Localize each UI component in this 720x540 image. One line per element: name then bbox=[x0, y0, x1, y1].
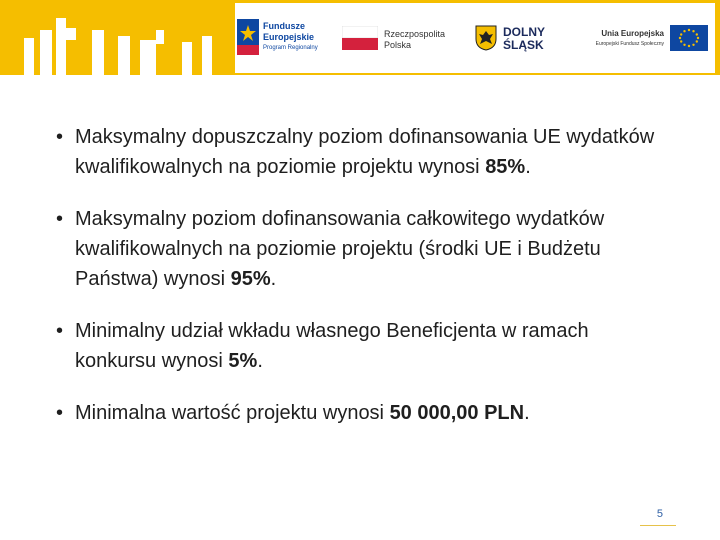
page-number: 5 bbox=[656, 508, 663, 520]
dolny-line1: DOLNY bbox=[503, 25, 545, 39]
bullet-tail: . bbox=[525, 156, 531, 178]
polish-flag-icon bbox=[342, 26, 378, 50]
bullet-list bbox=[56, 122, 676, 450]
logo-fundusze-europejskie bbox=[235, 3, 330, 73]
bullet-text: Maksymalny dopuszczalny poziom dofinansowania UE wydatków kwalifikowalnych na poziomie projektu wynosi bbox=[75, 126, 655, 178]
bullet-item bbox=[56, 122, 676, 182]
page-number-underline bbox=[640, 525, 676, 526]
fundusze-line1: Fundusze bbox=[263, 21, 305, 31]
decorative-blocks-graphic bbox=[0, 0, 230, 80]
fundusze-line2: Europejskie bbox=[263, 32, 315, 42]
bullet-text: Minimalna wartość projektu wynosi bbox=[75, 402, 390, 424]
bullet-text: Maksymalny poziom dofinansowania całkowitego wydatków kwalifikowalnych na poziomie projektu (środki UE i Budżetu Państwa) wynosi bbox=[75, 208, 605, 290]
dolny-line2: ŚLĄSK bbox=[503, 38, 544, 52]
bullet-emphasis: 85% bbox=[485, 156, 526, 178]
bullet-item bbox=[56, 204, 676, 294]
logo-bar bbox=[235, 3, 715, 73]
bullet-item bbox=[56, 316, 676, 376]
bullet-item bbox=[56, 398, 676, 428]
bullet-tail: . bbox=[524, 402, 530, 424]
fundusze-sub: Program Regionalny bbox=[263, 45, 318, 51]
eagle-shield-icon bbox=[475, 25, 497, 51]
logo-dolny-slask bbox=[473, 3, 563, 73]
logo-unia-europejska bbox=[580, 3, 715, 73]
bullet-tail: . bbox=[270, 268, 277, 290]
bullet-emphasis: 95% bbox=[230, 268, 271, 290]
rp-line1: Rzeczpospolita bbox=[384, 29, 446, 39]
bullet-tail: . bbox=[257, 350, 263, 372]
bullet-text: Minimalny udział wkładu własnego Beneficjenta w ramach konkursu wynosi bbox=[75, 320, 589, 372]
ue-line2: Europejski Fundusz Społeczny bbox=[595, 41, 664, 47]
ue-line1: Unia Europejska bbox=[601, 29, 664, 38]
rp-line2: Polska bbox=[384, 40, 412, 50]
eu-flag-icon bbox=[670, 25, 708, 51]
bullet-emphasis: 50 000,00 PLN bbox=[389, 402, 525, 424]
bullet-emphasis: 5% bbox=[228, 350, 258, 372]
logo-rzeczpospolita-polska bbox=[340, 3, 460, 73]
fundusze-star-icon bbox=[237, 19, 259, 55]
